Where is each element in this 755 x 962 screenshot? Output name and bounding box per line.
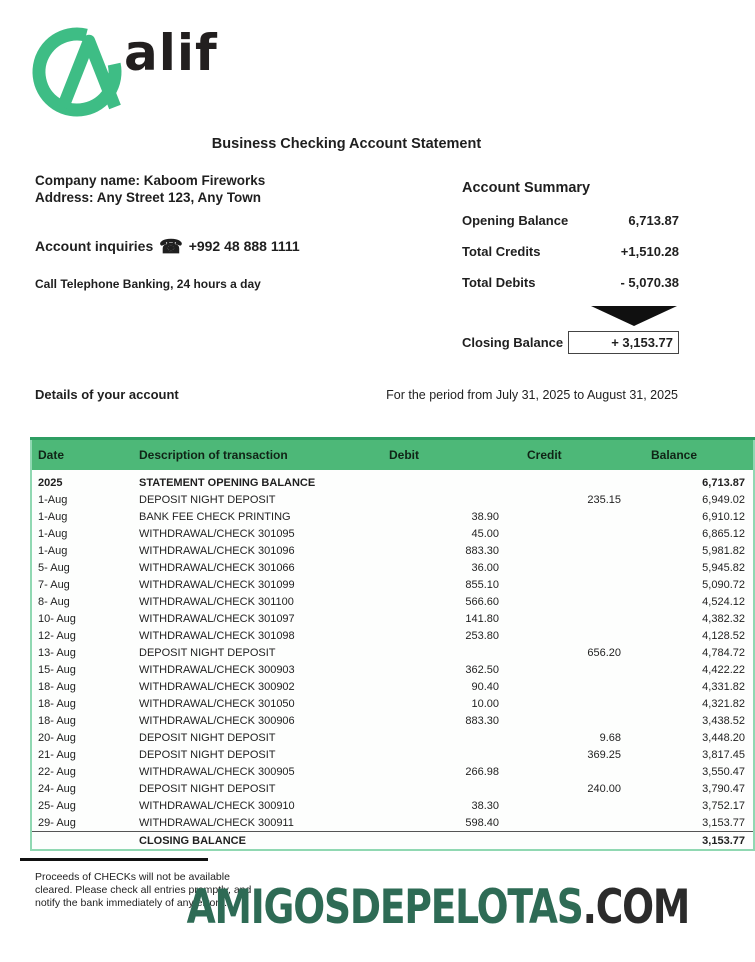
cell-date: 22- Aug — [38, 765, 76, 778]
table-row — [31, 610, 754, 627]
transactions-table — [30, 437, 755, 851]
table-row — [31, 644, 754, 661]
summary-value: +1,510.28 — [620, 244, 679, 259]
cell-credit — [527, 576, 651, 593]
cell-description: WITHDRAWAL/CHECK 301095 — [139, 527, 295, 540]
telephone-banking-note: Call Telephone Banking, 24 hours a day — [35, 277, 261, 291]
cell-debit — [389, 832, 527, 851]
cell-credit — [527, 559, 651, 576]
cell-debit: 883.30 — [465, 714, 499, 727]
cell-debit: 36.00 — [471, 561, 499, 574]
table-row — [31, 729, 754, 746]
table-row — [31, 695, 754, 712]
cell-credit — [527, 832, 651, 851]
cell-date: 18- Aug — [38, 697, 76, 710]
telephone-icon: ☎ — [159, 237, 183, 258]
cell-credit — [527, 763, 651, 780]
cell-balance: 3,153.77 — [651, 832, 754, 851]
cell-debit: 883.30 — [465, 544, 499, 557]
closing-balance-value: + 3,153.77 — [568, 331, 679, 354]
cell-credit — [527, 712, 651, 729]
site-watermark — [186, 880, 689, 935]
details-heading: Details of your account — [35, 387, 179, 402]
cell-date: 21- Aug — [38, 748, 76, 761]
cell-description: DEPOSIT NIGHT DEPOSIT — [139, 731, 276, 744]
cell-balance: 3,817.45 — [702, 748, 745, 761]
cell-balance: 4,128.52 — [702, 629, 745, 642]
cell-balance: 4,382.32 — [702, 612, 745, 625]
cell-debit: 253.80 — [465, 629, 499, 642]
closing-balance-label: Closing Balance — [462, 335, 564, 350]
cell-debit: 141.80 — [465, 612, 499, 625]
cell-date: 7- Aug — [38, 578, 70, 591]
cell-credit: 240.00 — [587, 782, 621, 795]
cell-debit: 10.00 — [471, 697, 499, 710]
cell-date: 25- Aug — [38, 799, 76, 812]
cell-debit: 566.60 — [465, 595, 499, 608]
cell-date: 24- Aug — [38, 782, 76, 795]
cell-credit: 235.15 — [587, 493, 621, 506]
cell-description: WITHDRAWAL/CHECK 301097 — [139, 612, 295, 625]
cell-debit — [389, 470, 527, 491]
closing-balance-row — [462, 331, 679, 354]
cell-description: STATEMENT OPENING BALANCE — [139, 476, 316, 489]
bank-wordmark: alif — [124, 24, 218, 82]
cell-debit — [389, 729, 527, 746]
cell-description: CLOSING BALANCE — [133, 832, 389, 851]
cell-date: 15- Aug — [38, 663, 76, 676]
cell-debit: 855.10 — [465, 578, 499, 591]
cell-credit — [527, 470, 651, 491]
statement-title: Business Checking Account Statement — [211, 136, 482, 152]
cell-balance: 3,550.47 — [702, 765, 745, 778]
account-inquiries-phone: +992 48 888 1111 — [188, 238, 300, 254]
cell-balance: 5,981.82 — [702, 544, 745, 557]
table-row — [31, 627, 754, 644]
cell-description: WITHDRAWAL/CHECK 301050 — [139, 697, 295, 710]
table-row — [31, 593, 754, 610]
table-row — [31, 559, 754, 576]
table-row — [31, 832, 754, 851]
cell-credit: 369.25 — [587, 748, 621, 761]
column-header: Balance — [651, 439, 754, 471]
cell-credit: 656.20 — [587, 646, 621, 659]
triangle-down-icon — [591, 306, 677, 326]
cell-debit — [389, 746, 527, 763]
cell-balance: 5,945.82 — [702, 561, 745, 574]
cell-balance: 4,422.22 — [702, 663, 745, 676]
table-row — [31, 678, 754, 695]
cell-balance: 3,448.20 — [702, 731, 745, 744]
cell-description: WITHDRAWAL/CHECK 300910 — [139, 799, 295, 812]
cell-description: BANK FEE CHECK PRINTING — [139, 510, 291, 523]
cell-credit — [527, 627, 651, 644]
cell-description: WITHDRAWAL/CHECK 301096 — [139, 544, 295, 557]
cell-date: 12- Aug — [38, 629, 76, 642]
table-row — [31, 470, 754, 491]
summary-rows — [462, 213, 679, 290]
cell-date: 18- Aug — [38, 714, 76, 727]
footer-divider — [20, 858, 208, 861]
cell-date: 10- Aug — [38, 612, 76, 625]
table-row — [31, 814, 754, 832]
cell-balance: 6,713.87 — [702, 476, 745, 489]
table-row — [31, 491, 754, 508]
site-tld: .COM — [582, 880, 689, 935]
cell-debit: 598.40 — [465, 816, 499, 829]
cell-credit — [527, 695, 651, 712]
summary-row — [462, 275, 679, 290]
cell-balance: 3,752.17 — [702, 799, 745, 812]
table-row — [31, 525, 754, 542]
table-row — [31, 661, 754, 678]
cell-credit — [527, 661, 651, 678]
cell-date: 1-Aug — [38, 527, 68, 540]
header-row — [31, 439, 754, 471]
cell-date: 5- Aug — [38, 561, 70, 574]
company-address-line: Address: Any Street 123, Any Town — [35, 190, 262, 205]
cell-balance: 6,910.12 — [702, 510, 745, 523]
cell-balance: 3,790.47 — [702, 782, 745, 795]
disclaimer-line: notify the bank immediately of any errors. — [35, 897, 228, 909]
cell-date: 29- Aug — [38, 816, 76, 829]
cell-debit: 362.50 — [465, 663, 499, 676]
cell-balance: 6,865.12 — [702, 527, 745, 540]
cell-description: DEPOSIT NIGHT DEPOSIT — [139, 646, 276, 659]
cell-credit — [527, 814, 651, 832]
cell-debit — [389, 780, 527, 797]
cell-balance: 6,949.02 — [702, 493, 745, 506]
column-header: Description of transaction — [133, 439, 389, 471]
cell-description: WITHDRAWAL/CHECK 301100 — [139, 595, 294, 608]
statement-period: For the period from July 31, 2025 to August 31, 2025 — [386, 388, 678, 402]
cell-debit: 38.30 — [471, 799, 499, 812]
cell-debit: 90.40 — [471, 680, 499, 693]
cell-credit — [527, 593, 651, 610]
cell-balance: 3,438.52 — [702, 714, 745, 727]
cell-balance: 3,153.77 — [702, 816, 745, 829]
cell-description: WITHDRAWAL/CHECK 300902 — [139, 680, 295, 693]
summary-label: Opening Balance — [462, 213, 569, 228]
transactions-header — [31, 439, 754, 471]
cell-description: WITHDRAWAL/CHECK 300911 — [139, 816, 294, 829]
bank-logo — [30, 13, 125, 121]
cell-credit — [527, 525, 651, 542]
table-row — [31, 780, 754, 797]
cell-description: DEPOSIT NIGHT DEPOSIT — [139, 493, 276, 506]
site-name: AMIGOSDEPELOTAS — [186, 880, 583, 935]
cell-date: 18- Aug — [38, 680, 76, 693]
cell-balance: 4,321.82 — [702, 697, 745, 710]
account-summary-heading: Account Summary — [462, 180, 591, 196]
table-row — [31, 712, 754, 729]
alif-arc-caret-icon — [30, 108, 125, 125]
company-name-line: Company name: Kaboom Fireworks — [35, 173, 266, 188]
cell-date: 1-Aug — [38, 493, 68, 506]
cell-balance: 4,784.72 — [702, 646, 745, 659]
account-inquiries-line — [35, 236, 300, 259]
cell-debit: 38.90 — [471, 510, 499, 523]
cell-credit — [527, 610, 651, 627]
cell-date: 2025 — [38, 476, 63, 489]
column-header: Credit — [527, 439, 651, 471]
table-row — [31, 576, 754, 593]
cell-debit — [389, 644, 527, 661]
column-header: Date — [31, 439, 133, 471]
cell-description: WITHDRAWAL/CHECK 300906 — [139, 714, 295, 727]
cell-credit: 9.68 — [599, 731, 621, 744]
table-row — [31, 746, 754, 763]
cell-description: WITHDRAWAL/CHECK 301098 — [139, 629, 295, 642]
cell-description: WITHDRAWAL/CHECK 300903 — [139, 663, 295, 676]
summary-value: - 5,070.38 — [620, 275, 679, 290]
cell-description: WITHDRAWAL/CHECK 301099 — [139, 578, 295, 591]
cell-credit — [527, 542, 651, 559]
summary-row — [462, 213, 679, 228]
cell-debit — [389, 491, 527, 508]
cell-date: 20- Aug — [38, 731, 76, 744]
summary-label: Total Credits — [462, 244, 541, 259]
account-summary — [462, 180, 679, 354]
cell-balance: 4,524.12 — [702, 595, 745, 608]
transactions-body — [31, 470, 754, 850]
cell-date: 1-Aug — [38, 510, 68, 523]
cell-credit — [527, 678, 651, 695]
company-block — [35, 172, 265, 206]
cell-date: 13- Aug — [38, 646, 76, 659]
cell-description: WITHDRAWAL/CHECK 301066 — [139, 561, 295, 574]
cell-credit — [527, 508, 651, 525]
account-inquiries-label: Account inquiries — [35, 238, 154, 254]
cell-balance: 4,331.82 — [702, 680, 745, 693]
disclaimer-line: Proceeds of CHECKs will not be available — [35, 871, 230, 883]
column-header: Debit — [389, 439, 527, 471]
cell-date: 1-Aug — [38, 544, 68, 557]
table-row — [31, 542, 754, 559]
summary-value: 6,713.87 — [628, 213, 679, 228]
cell-debit: 45.00 — [471, 527, 499, 540]
disclaimer-line: cleared. Please check all entries promptly, and — [35, 884, 252, 896]
summary-label: Total Debits — [462, 275, 536, 290]
cell-date — [31, 832, 133, 851]
cell-description: WITHDRAWAL/CHECK 300905 — [139, 765, 295, 778]
table-row — [31, 508, 754, 525]
cell-balance: 5,090.72 — [702, 578, 745, 591]
cell-description: DEPOSIT NIGHT DEPOSIT — [139, 748, 276, 761]
table-row — [31, 797, 754, 814]
cell-debit: 266.98 — [465, 765, 499, 778]
cell-credit — [527, 797, 651, 814]
cell-description: DEPOSIT NIGHT DEPOSIT — [139, 782, 276, 795]
summary-row — [462, 244, 679, 259]
table-row — [31, 763, 754, 780]
cell-date: 8- Aug — [38, 595, 70, 608]
